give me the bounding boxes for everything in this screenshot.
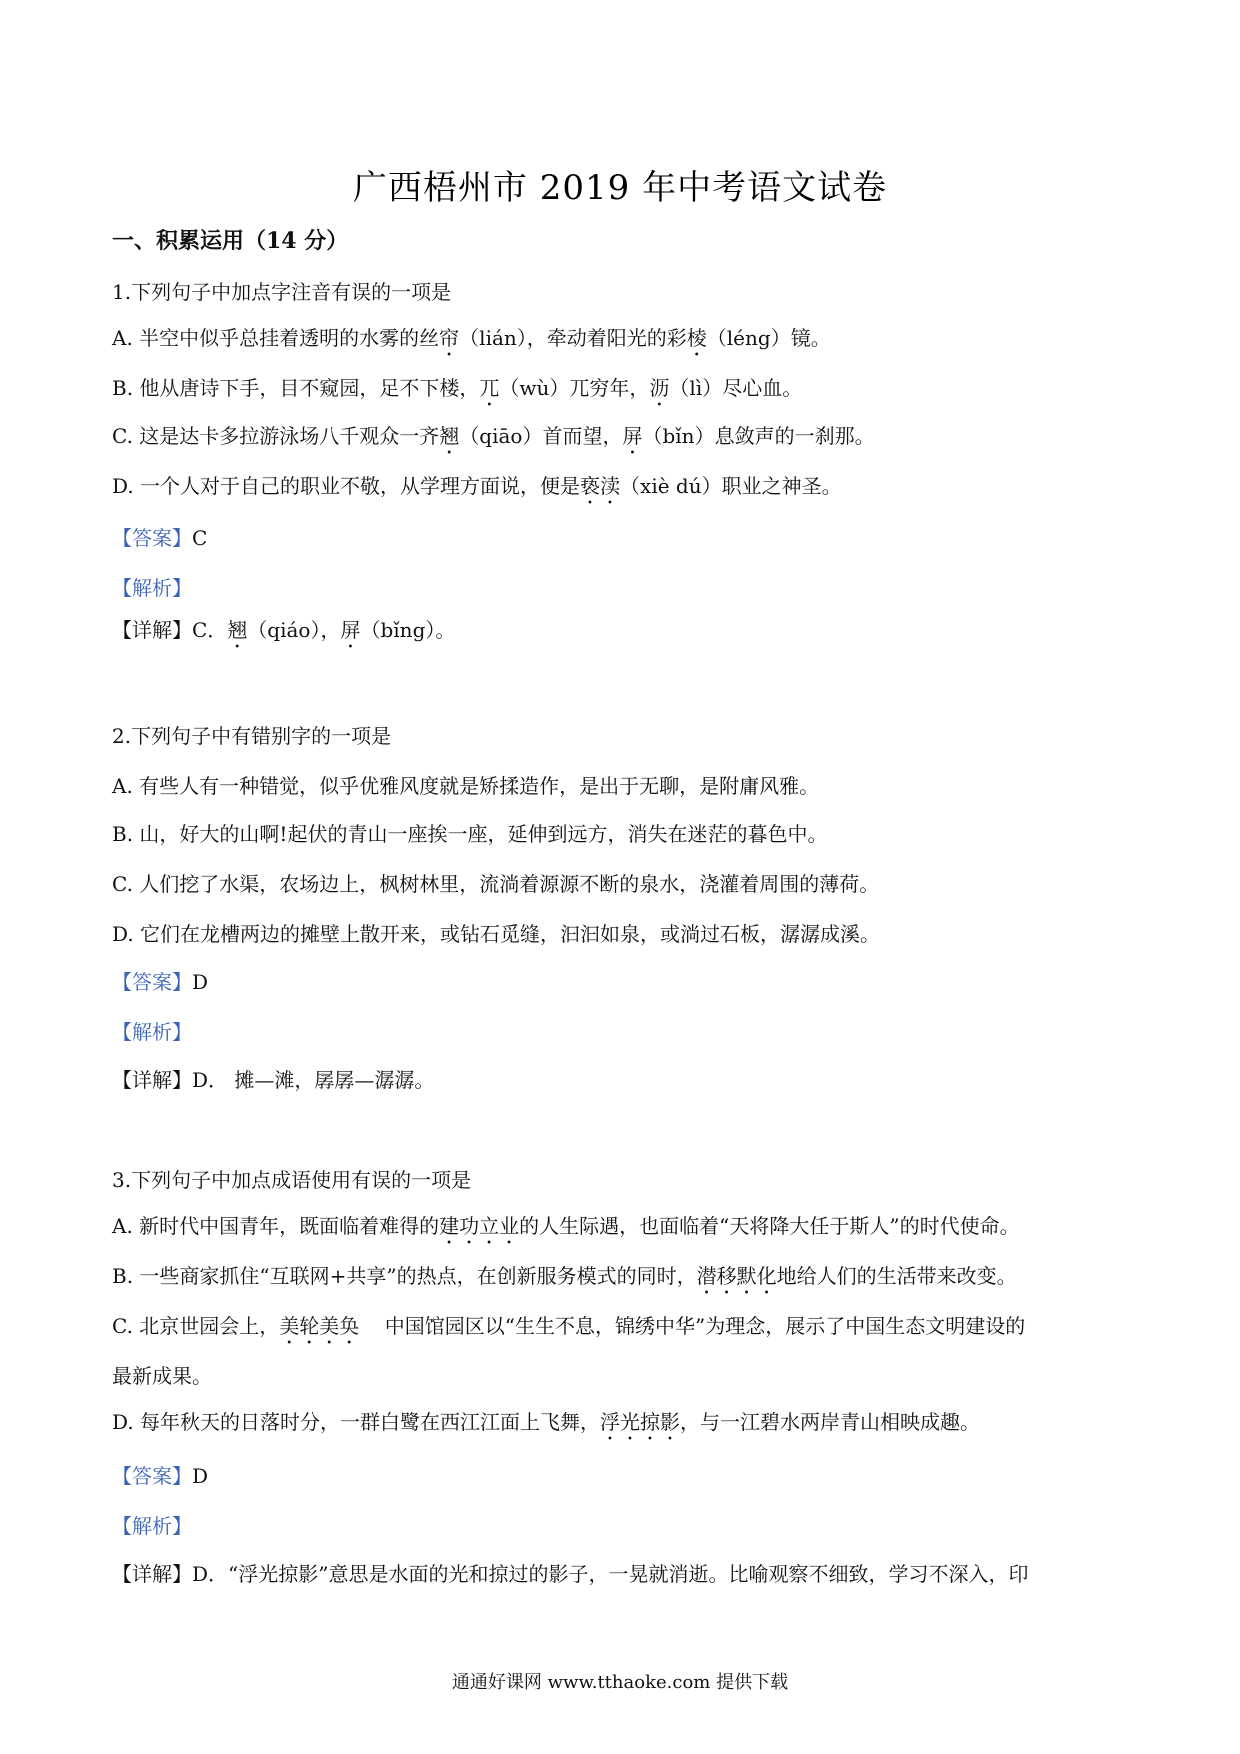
text: 地给人们的生活带来改变。 [776, 1264, 1017, 1288]
text: （léng）镜。 [706, 326, 831, 350]
q3-answer [112, 1460, 208, 1489]
footer-source: 通通好课网 www.tthaoke.com 提供下载 [451, 1672, 789, 1693]
text: （wù）兀穷年， [499, 376, 650, 400]
q3-detail [112, 1558, 1028, 1587]
text: C． [192, 618, 228, 642]
answer-tag: 【答案】 [112, 970, 192, 994]
q2-option-c: C. 人们挖了水渠，农场边上，枫树林里，流淌着源源不断的泉水，浇灌着周围的薄荷。 [112, 872, 880, 896]
dotted-char: 棱 [686, 326, 707, 350]
q1-answer [112, 522, 207, 551]
q1-detail [112, 614, 455, 653]
q2-detail [112, 1064, 434, 1093]
q2-analysis-tag: 【解析】 [112, 1020, 192, 1044]
q2-option-b: B. 山，好大的山啊!起伏的青山一座挨一座，延伸到远方，消失在迷茫的暮色中。 [112, 822, 828, 846]
q1-option-b [112, 372, 802, 411]
q3-option-b [112, 1260, 1017, 1299]
text: （qiāo）首而望， [459, 424, 623, 448]
text: A. 新时代中国青年，既面临着难得的 [112, 1214, 440, 1238]
text: （lì）尽心血。 [669, 376, 803, 400]
q3-option-c [112, 1310, 1025, 1349]
detail-tag: 【详解】 [112, 1068, 192, 1092]
text: 中国馆园区以“生生不息，锦绣中华”为理念，展示了中国生态文明建设的 [359, 1314, 1026, 1338]
q2-stem: 2.下列句子中有错别字的一项是 [112, 724, 392, 748]
q3-option-d [112, 1406, 980, 1445]
answer-value: D [192, 1464, 209, 1488]
dotted-char: 屏 [340, 618, 361, 642]
answer-tag: 【答案】 [112, 526, 192, 550]
text: （bǐng）。 [360, 618, 456, 642]
text: B. 一些商家抓住“互联网+共享”的热点，在创新服务模式的同时， [112, 1264, 697, 1288]
text: （bǐn）息敛声的一刹那。 [642, 424, 875, 448]
dotted-char: 兀 [479, 376, 500, 400]
text: （qiáo）， [247, 618, 341, 642]
q2-answer [112, 966, 208, 995]
dotted-char: 翘 [227, 618, 248, 642]
text: D．“浮光掠影”意思是水面的光和掠过的影子，一晃就消逝。比喻观察不细致，学习不深入，印 [192, 1562, 1029, 1586]
text: D. 一个人对于自己的职业不敬，从学理方面说，便是 [112, 474, 581, 498]
dotted-char: 沥 [649, 376, 670, 400]
dotted-char: 帘 [439, 326, 460, 350]
text: ，与一江碧水两岸青山相映成趣。 [680, 1410, 981, 1434]
q2-option-a: A. 有些人有一种错觉，似乎优雅风度就是矫揉造作，是出于无聊，是附庸风雅。 [112, 774, 820, 798]
q1-option-d [112, 470, 842, 509]
text: B. 他从唐诗下手，目不窥园，足不下楼， [112, 376, 480, 400]
text: C. 北京世园会上， [112, 1314, 280, 1338]
text: D. 每年秋天的日落时分，一群白鹭在西江江面上飞舞， [112, 1410, 601, 1434]
detail-tag: 【详解】 [112, 1562, 192, 1586]
dotted-char: 翘 [439, 424, 460, 448]
text: 的人生际遇，也面临着“天将降大任于斯人”的时代使命。 [519, 1214, 1020, 1238]
dotted-idiom: 建功立业 [439, 1214, 520, 1238]
q1-analysis-tag: 【解析】 [112, 576, 192, 600]
answer-value: D [192, 970, 209, 994]
q3-option-a [112, 1210, 1020, 1249]
section-heading: 一、积累运用（14 分） [112, 228, 349, 254]
q3-stem: 3.下列句子中加点成语使用有误的一项是 [112, 1168, 472, 1192]
detail-tag: 【详解】 [112, 618, 192, 642]
q1-stem: 1.下列句子中加点字注音有误的一项是 [112, 280, 452, 304]
dotted-char: 亵渎 [580, 474, 621, 498]
dotted-idiom: 潜移默化 [696, 1264, 777, 1288]
text: （lián），牵动着阳光的彩 [459, 326, 687, 350]
page-title: 广西梧州市 2019 年中考语文试卷 [352, 168, 888, 208]
text: A. 半空中似乎总挂着透明的水雾的丝 [112, 326, 440, 350]
dotted-char: 屏 [622, 424, 643, 448]
text: C. 这是达卡多拉游泳场八千观众一齐 [112, 424, 440, 448]
q1-option-a [112, 322, 831, 361]
q2-option-d: D. 它们在龙槽两边的摊壁上散开来，或钻石觅缝，汩汩如泉，或淌过石板，潺潺成溪。 [112, 922, 881, 946]
text: D． 摊—滩，孱孱—潺潺。 [192, 1068, 435, 1092]
text: （xiè dú）职业之神圣。 [620, 474, 842, 498]
q1-option-c [112, 420, 875, 459]
dotted-idiom: 美轮美奂 [279, 1314, 360, 1338]
answer-value: C [192, 526, 208, 550]
q3-analysis-tag: 【解析】 [112, 1514, 192, 1538]
dotted-idiom: 浮光掠影 [600, 1410, 681, 1434]
answer-tag: 【答案】 [112, 1464, 192, 1488]
q3-option-c-cont: 最新成果。 [112, 1364, 212, 1388]
